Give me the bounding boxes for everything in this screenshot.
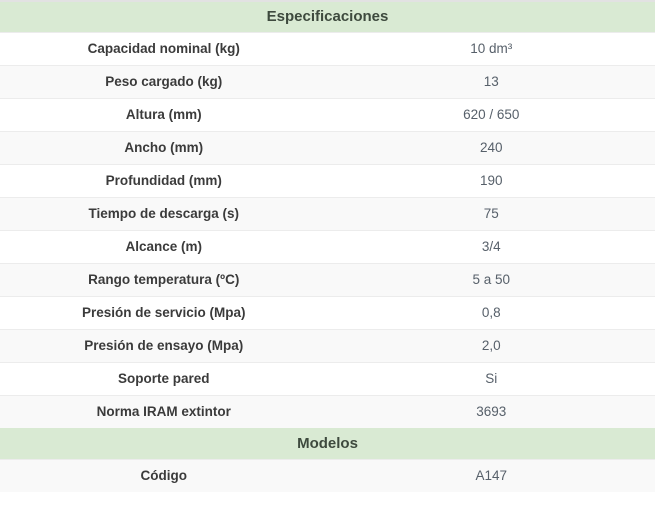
row-norma-iram bbox=[0, 395, 655, 428]
row-value: A147 bbox=[328, 459, 655, 492]
row-value: 0,8 bbox=[328, 296, 655, 329]
row-label: Ancho (mm) bbox=[0, 131, 328, 164]
row-tiempo-descarga bbox=[0, 197, 655, 230]
row-label: Altura (mm) bbox=[0, 98, 328, 131]
row-value: Si bbox=[328, 362, 655, 395]
row-label: Capacidad nominal (kg) bbox=[87, 41, 240, 56]
section-header-especificaciones bbox=[0, 1, 655, 32]
row-label: Tiempo de descarga (s) bbox=[0, 197, 328, 230]
row-label: Código bbox=[0, 459, 328, 492]
row-peso-cargado bbox=[0, 65, 655, 98]
row-label: Peso cargado (kg) bbox=[0, 65, 328, 98]
row-alcance bbox=[0, 230, 655, 263]
section-header-modelos-label: Modelos bbox=[0, 428, 655, 459]
row-value: 2,0 bbox=[328, 329, 655, 362]
row-presion-ensayo bbox=[0, 329, 655, 362]
row-label: Rango temperatura (ºC) bbox=[0, 263, 328, 296]
row-altura bbox=[0, 98, 655, 131]
row-value: 3/4 bbox=[328, 230, 655, 263]
row-capacidad-nominal bbox=[0, 32, 655, 65]
row-value: 620 / 650 bbox=[328, 98, 655, 131]
row-ancho bbox=[0, 131, 655, 164]
row-value: 10 dm³ bbox=[470, 41, 513, 56]
row-label: Presión de ensayo (Mpa) bbox=[0, 329, 328, 362]
row-label: Norma IRAM extintor bbox=[0, 395, 328, 428]
row-value: 190 bbox=[328, 164, 655, 197]
row-presion-servicio bbox=[0, 296, 655, 329]
row-rango-temperatura bbox=[0, 263, 655, 296]
row-soporte-pared bbox=[0, 362, 655, 395]
section-header-modelos bbox=[0, 428, 655, 459]
row-codigo bbox=[0, 459, 655, 492]
row-label: Profundidad (mm) bbox=[0, 164, 328, 197]
section-header-especificaciones-label: Especificaciones bbox=[0, 1, 655, 32]
row-label: Soporte pared bbox=[0, 362, 328, 395]
row-value: 240 bbox=[328, 131, 655, 164]
row-label: Alcance (m) bbox=[0, 230, 328, 263]
row-profundidad bbox=[0, 164, 655, 197]
row-label: Presión de servicio (Mpa) bbox=[0, 296, 328, 329]
row-value: 13 bbox=[328, 65, 655, 98]
row-value: 3693 bbox=[328, 395, 655, 428]
row-value: 75 bbox=[328, 197, 655, 230]
row-value: 5 a 50 bbox=[328, 263, 655, 296]
